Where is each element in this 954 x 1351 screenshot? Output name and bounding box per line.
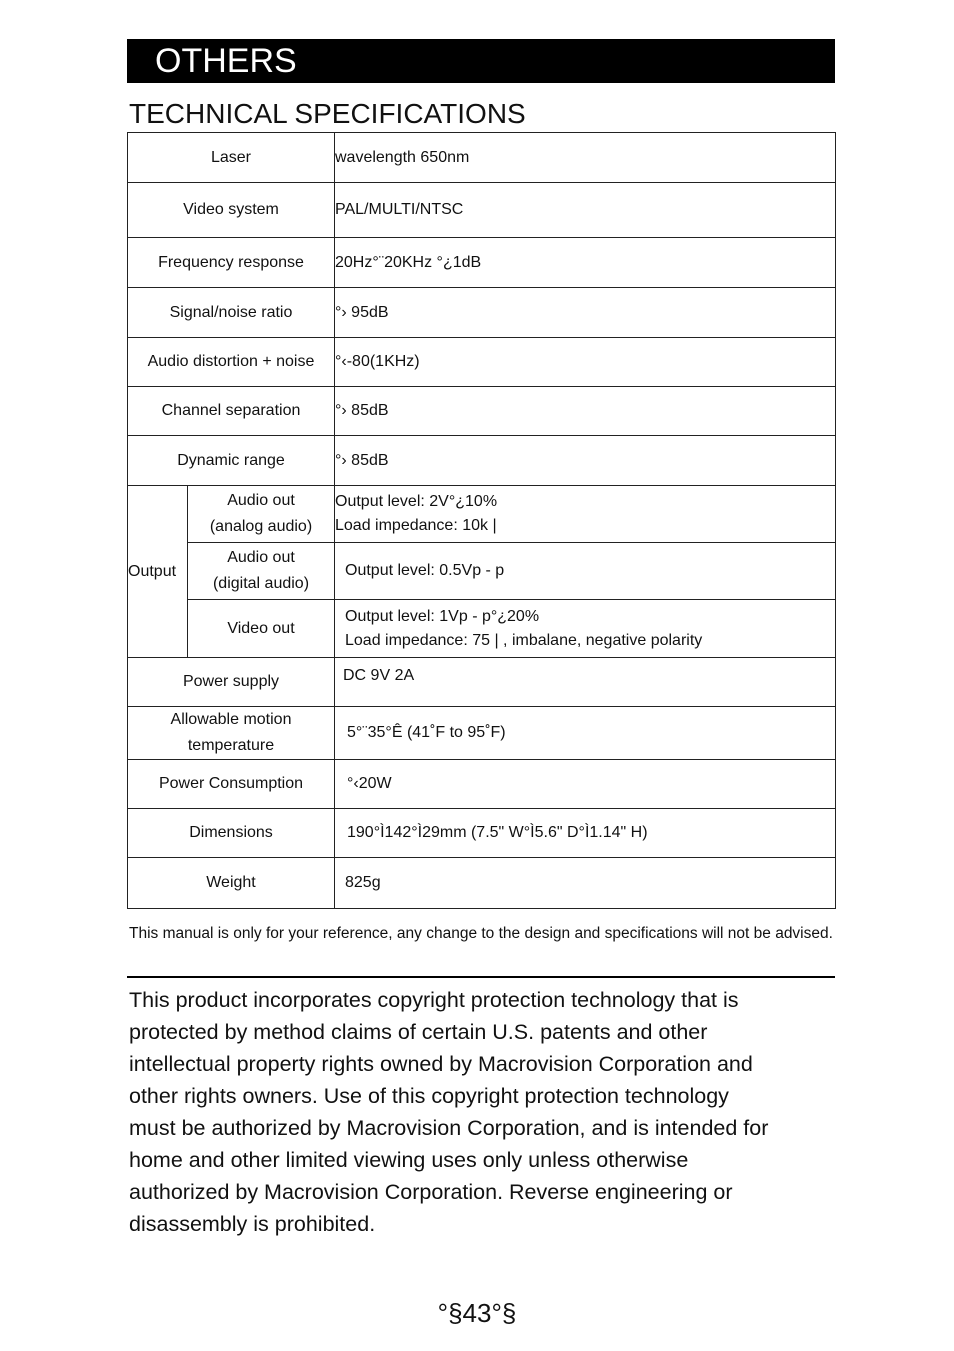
spec-value: 190°Ì142°Ì29mm (7.5" W°Ì5.6" D°Ì1.14" H) <box>335 809 836 858</box>
table-row <box>128 238 836 288</box>
section-title: TECHNICAL SPECIFICATIONS <box>129 98 526 129</box>
spec-label: Laser <box>128 133 335 183</box>
notice-line: intellectual property rights owned by Macrovision Corporation and <box>129 1052 753 1076</box>
notice-line: must be authorized by Macrovision Corporation, and is intended for <box>129 1116 769 1140</box>
notice-line: authorized by Macrovision Corporation. Reverse engineering or <box>129 1180 733 1204</box>
spec-value: Output level: 0.5Vp - p <box>335 543 836 600</box>
table-row <box>128 858 836 909</box>
section-banner: OTHERS <box>127 39 835 83</box>
spec-value: °› 95dB <box>335 288 836 338</box>
spec-table <box>127 132 836 909</box>
copyright-notice <box>129 984 839 1240</box>
spec-label: Power supply <box>128 658 335 707</box>
table-row <box>128 600 836 658</box>
spec-label: Frequency response <box>128 238 335 288</box>
spec-sublabel: Video out <box>188 600 335 658</box>
spec-value: °‹20W <box>335 760 836 809</box>
notice-line: home and other limited viewing uses only unless otherwise <box>129 1148 689 1172</box>
spec-label: Weight <box>128 858 335 909</box>
spec-value: °› 85dB <box>335 436 836 486</box>
spec-label: Signal/noise ratio <box>128 288 335 338</box>
table-row <box>128 760 836 809</box>
disclaimer-note: This manual is only for your reference, any change to the design and specifications will not be advised. <box>129 925 833 942</box>
output-group-label: Output <box>128 486 188 658</box>
table-row <box>128 288 836 338</box>
spec-value: Output level: 2V°¿10% Load impedance: 10k | <box>335 486 836 543</box>
page-number: °§43°§ <box>437 1298 517 1328</box>
divider <box>127 976 835 978</box>
table-row <box>128 809 836 858</box>
spec-value: PAL/MULTI/NTSC <box>335 183 836 238</box>
table-row <box>128 338 836 387</box>
table-row <box>128 183 836 238</box>
spec-label: Audio distortion + noise <box>128 338 335 387</box>
spec-sublabel: Audio out (analog audio) <box>188 486 335 543</box>
notice-line: protected by method claims of certain U.S. patents and other <box>129 1020 708 1044</box>
table-row <box>128 436 836 486</box>
table-row <box>128 707 836 760</box>
table-row <box>128 133 836 183</box>
spec-label: Channel separation <box>128 387 335 436</box>
spec-value: DC 9V 2A <box>335 658 836 707</box>
notice-line: This product incorporates copyright protection technology that is <box>129 988 739 1012</box>
table-row <box>128 543 836 600</box>
spec-value: 5°¨35°Ê (41˚F to 95˚F) <box>335 707 836 760</box>
table-row <box>128 387 836 436</box>
spec-value: wavelength 650nm <box>335 133 836 183</box>
spec-label: Dynamic range <box>128 436 335 486</box>
spec-label: Power Consumption <box>128 760 335 809</box>
spec-label: Video system <box>128 183 335 238</box>
spec-value: 825g <box>335 858 836 909</box>
spec-value: 20Hz°¨20KHz °¿1dB <box>335 238 836 288</box>
notice-line: other rights owners. Use of this copyright protection technology <box>129 1084 729 1108</box>
spec-value: Output level: 1Vp - p°¿20% Load impedance: 75 | , imbalane, negative polarity <box>335 600 836 658</box>
table-row <box>128 658 836 707</box>
spec-label: Dimensions <box>128 809 335 858</box>
notice-line: disassembly is prohibited. <box>129 1212 376 1236</box>
spec-sublabel: Audio out (digital audio) <box>188 543 335 600</box>
spec-value: °› 85dB <box>335 387 836 436</box>
table-row <box>128 486 836 543</box>
spec-label: Allowable motion temperature <box>128 707 335 760</box>
spec-value: °‹-80(1KHz) <box>335 338 836 387</box>
